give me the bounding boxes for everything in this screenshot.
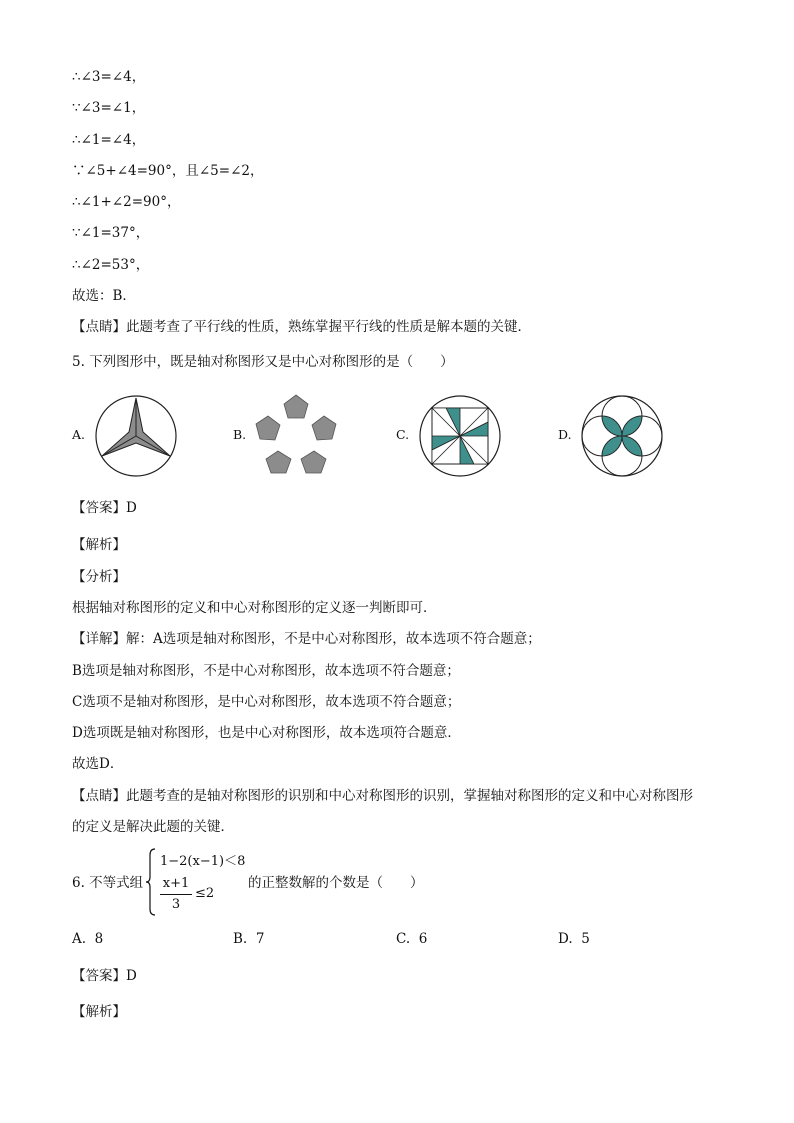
note-line: 【点睛】此题考查了平行线的性质，熟练掌握平行线的性质是解本题的关键． (72, 319, 531, 335)
q5-option-a-label: A. (72, 427, 86, 442)
q6-inequality-2-rel: ≤2 (195, 886, 215, 901)
q6-inequality-1: 1−2(x−1)＜8 (160, 854, 246, 869)
q5-fenxi-title: 【分析】 (72, 569, 126, 585)
q5-line-4: C选项不是轴对称图形，是中心对称图形，故本选项不符合题意； (72, 694, 461, 710)
q5-figure-a (94, 394, 178, 478)
q6-brace (146, 847, 156, 917)
proof-line-7: ∴∠2=53°， (72, 257, 150, 273)
q5-line-3: B选项是轴对称图形，不是中心对称图形，故本选项不符合题意； (72, 663, 460, 679)
proof-line-6: ∵∠1=37°， (72, 225, 150, 241)
q6-option-b: B. 7 (233, 931, 265, 947)
q5-option-d-label: D. (558, 427, 572, 442)
q6-analysis-title: 【解析】 (72, 1004, 126, 1020)
proof-line-4: ∵∠5+∠4=90°，且∠5=∠2， (72, 163, 264, 179)
proof-line-1: ∴∠3=∠4， (72, 69, 146, 85)
q6-frac-numerator: x+1 (162, 876, 190, 891)
q5-analysis-title: 【解析】 (72, 537, 126, 553)
choice-line: 故选：B． (72, 288, 136, 304)
q5-answer: 【答案】D (72, 500, 137, 516)
q6-option-a: A. 8 (72, 931, 104, 947)
q6-answer: 【答案】D (72, 968, 137, 984)
q6-option-d: D. 5 (558, 931, 590, 947)
q5-figure-d (580, 394, 664, 478)
q6-frac-bar (160, 894, 192, 895)
q5-line-1: 根据轴对称图形的定义和中心对称图形的定义逐一判断即可． (72, 600, 437, 616)
proof-line-2: ∵∠3=∠1， (72, 100, 146, 116)
q5-line-7: 【点睛】此题考查的是轴对称图形的识别和中心对称图形的识别，掌握轴对称图形的定义和中心对称图形 (72, 788, 693, 804)
q5-line-5: D选项既是轴对称图形，也是中心对称图形，故本选项符合题意． (72, 725, 461, 741)
q6-frac-denominator: 3 (171, 897, 181, 912)
q5-figure-b (254, 393, 338, 477)
q5-option-c-label: C. (396, 427, 410, 442)
q6-suffix: 的正整数解的个数是（ ） (248, 875, 424, 891)
q5-line-8: 的定义是解决此题的关键． (72, 819, 234, 835)
proof-line-3: ∴∠1=∠4， (72, 132, 146, 148)
q6-option-c: C. 6 (396, 931, 428, 947)
q5-figure-c (418, 394, 502, 478)
q5-stem: 5. 下列图形中，既是轴对称图形又是中心对称图形的是（ ） (72, 354, 454, 370)
proof-line-5: ∴∠1+∠2=90°， (72, 194, 181, 210)
q5-line-6: 故选D． (72, 756, 124, 772)
q6-prefix: 6. 不等式组 (72, 875, 144, 891)
q5-option-b-label: B. (233, 427, 247, 442)
q5-line-2: 【详解】解：A选项是轴对称图形，不是中心对称图形，故本选项不符合题意； (72, 631, 541, 647)
